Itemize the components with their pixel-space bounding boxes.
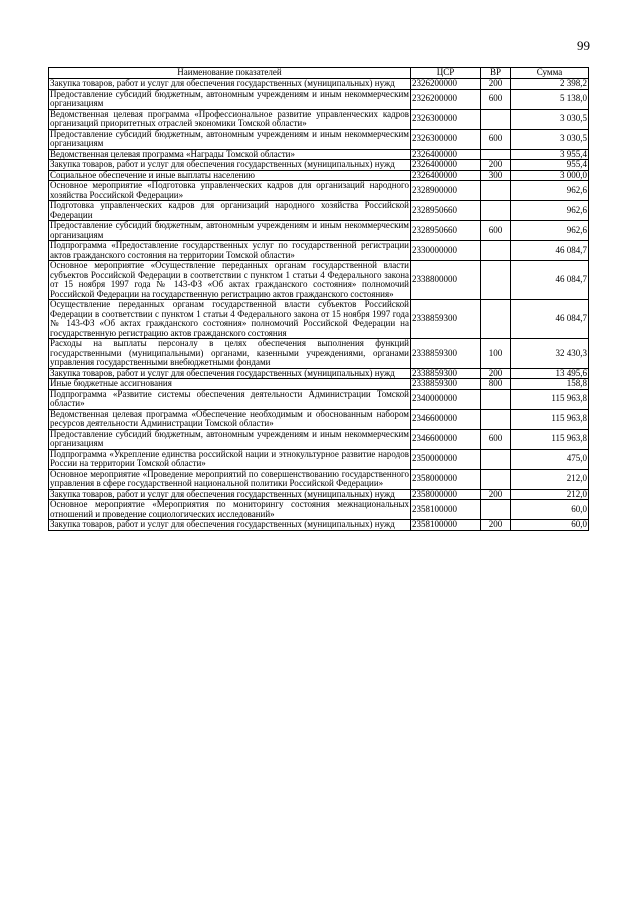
table-body [49,79,589,531]
cell-name: Закупка товаров, работ и услуг для обеспечения государственных (муниципальных) нужд [49,520,411,531]
cell-sum: 115 963,8 [511,429,589,449]
cell-code: 2328900000 [411,181,481,201]
table-row [49,149,589,160]
cell-vr: 200 [481,520,511,531]
cell-sum: 115 963,8 [511,409,589,429]
cell-vr: 200 [481,368,511,379]
cell-name: Основное мероприятие «Мероприятия по мониторингу состояния межнациональных отношений и проведение социологических исследований» [50,499,409,519]
table-row [49,339,589,369]
cell-code: 2326400000 [411,160,481,171]
cell-code: 2326200000 [411,89,481,109]
table-row [49,500,589,520]
cell-code: 2326300000 [411,129,481,149]
cell-vr: 100 [481,339,511,369]
cell-vr: 800 [481,379,511,390]
table-row [49,261,589,300]
cell-vr [481,409,511,429]
cell-vr: 200 [481,489,511,500]
cell-code: 2358000000 [411,489,481,500]
cell-name: Социальное обеспечение и иные выплаты населению [49,170,411,181]
cell-vr: 600 [481,129,511,149]
cell-name: Ведомственная целевая программа «Награды Томской области» [49,149,411,160]
budget-table [48,67,589,531]
table-row [49,129,589,149]
cell-name: Осуществление переданных органам государственной власти субъектов Российской Федерации в соответствии с пунктом 1 статьи 4 Федерального закона от 15 ноября 1997 года № 143-ФЗ «Об актах гражданского состояния» полномочий Российской Федерации на государственную регистрацию актов гражданского состояния [50,299,409,338]
cell-name: Подпрограмма «Развитие системы обеспечения деятельности Администрации Томской области» [50,388,409,408]
table-header-row [49,68,589,79]
cell-code: 2326400000 [411,149,481,160]
cell-sum: 60,0 [511,500,589,520]
cell-vr [481,500,511,520]
cell-sum: 962,6 [511,181,589,201]
cell-code: 2338859300 [411,300,481,339]
table-row [49,89,589,109]
cell-code: 2338859300 [411,379,481,390]
cell-code: 2326200000 [411,79,481,90]
cell-sum: 3 000,0 [511,170,589,181]
cell-sum: 3 030,5 [511,129,589,149]
cell-name: Предоставление субсидий бюджетным, автономным учреждениям и иным некоммерческим организациям [50,128,409,148]
column-header-code: ЦСР [411,68,481,79]
table-row [49,379,589,390]
cell-vr [481,300,511,339]
table-row [49,170,589,181]
cell-vr: 600 [481,429,511,449]
cell-vr [481,181,511,201]
cell-sum: 475,0 [511,449,589,469]
cell-vr [481,109,511,129]
cell-name: Ведомственная целевая программа «Обеспечение необходимым и обоснованным набором ресурсов деятельности Администрации Томской области» [50,408,409,428]
cell-vr [481,149,511,160]
table-row [49,109,589,129]
cell-code: 2338859300 [411,339,481,369]
cell-name: Предоставление субсидий бюджетным, автономным учреждениям и иным некоммерческим организациям [50,428,409,448]
column-header-name: Наименование показателей [49,68,411,79]
cell-vr [481,241,511,261]
cell-name: Подготовка управленческих кадров для организаций народного хозяйства Российской Федерации [50,200,409,220]
cell-vr: 200 [481,79,511,90]
page-number: 99 [577,38,590,53]
table-row [49,429,589,449]
cell-sum: 955,4 [511,160,589,171]
column-header-vr: ВР [481,68,511,79]
cell-code: 2350000000 [411,449,481,469]
table-row [49,160,589,171]
cell-name: Основное мероприятие «Проведение мероприятий по совершенствованию государственного управления в сфере государственной национальной политики Российской Федерации» [50,468,409,488]
cell-sum: 5 138,0 [511,89,589,109]
cell-sum: 962,6 [511,221,589,241]
cell-sum: 115 963,8 [511,389,589,409]
cell-vr [481,449,511,469]
cell-vr [481,201,511,221]
cell-code: 2338859300 [411,368,481,379]
cell-vr [481,469,511,489]
cell-name: Основное мероприятие «Подготовка управленческих кадров для организаций народного хозяйства Российской Федерации» [50,180,409,200]
cell-code: 2346600000 [411,409,481,429]
table-row [49,449,589,469]
cell-vr: 600 [481,221,511,241]
cell-vr: 200 [481,160,511,171]
cell-sum: 158,8 [511,379,589,390]
table-row [49,221,589,241]
cell-code: 2330000000 [411,241,481,261]
cell-code: 2340000000 [411,389,481,409]
cell-sum: 46 084,7 [511,300,589,339]
table-row [49,520,589,531]
table-row [49,181,589,201]
cell-sum: 3 030,5 [511,109,589,129]
column-header-sum: Сумма [511,68,589,79]
cell-name: Ведомственная целевая программа «Профессиональное развитие управленческих кадров организаций приоритетных отраслей экономики Томской области» [50,108,409,128]
cell-code: 2326300000 [411,109,481,129]
cell-name: Закупка товаров, работ и услуг для обеспечения государственных (муниципальных) нужд [49,368,411,379]
cell-sum: 212,0 [511,469,589,489]
cell-sum: 60,0 [511,520,589,531]
table-row [49,300,589,339]
cell-sum: 46 084,7 [511,261,589,300]
cell-name: Расходы на выплаты персоналу в целях обеспечения выполнения функций государственными (муниципальными) органами, казенными учреждениями, органами управления государственными внебюджетными фондами [50,338,409,367]
cell-code: 2358100000 [411,520,481,531]
table-row [49,79,589,90]
cell-sum: 32 430,3 [511,339,589,369]
table-row [49,489,589,500]
cell-vr [481,389,511,409]
cell-sum: 212,0 [511,489,589,500]
cell-sum: 46 084,7 [511,241,589,261]
table-row [49,201,589,221]
cell-vr [481,261,511,300]
cell-vr: 600 [481,89,511,109]
cell-code: 2338800000 [411,261,481,300]
cell-name: Предоставление субсидий бюджетным, автономным учреждениям и иным некоммерческим организациям [50,220,409,240]
table-row [49,469,589,489]
cell-code: 2358100000 [411,500,481,520]
cell-name: Подпрограмма «Предоставление государственных услуг по государственной регистрации актов гражданского состояния на территории Томской области» [50,240,409,260]
table-row [49,389,589,409]
cell-code: 2358000000 [411,469,481,489]
cell-sum: 2 398,2 [511,79,589,90]
cell-name: Закупка товаров, работ и услуг для обеспечения государственных (муниципальных) нужд [49,489,411,500]
cell-name: Подпрограмма «Укрепление единства российской нации и этнокультурное развитие народов России на территории Томской области» [50,448,409,468]
cell-vr: 300 [481,170,511,181]
cell-sum: 13 495,6 [511,368,589,379]
cell-name: Закупка товаров, работ и услуг для обеспечения государственных (муниципальных) нужд [49,160,411,171]
table-row [49,409,589,429]
cell-sum: 3 955,4 [511,149,589,160]
cell-code: 2328950660 [411,201,481,221]
cell-code: 2326400000 [411,170,481,181]
cell-name: Основное мероприятие «Осуществление переданных органам государственной власти субъектов Российской Федерации в соответствии с пунктом 1 статьи 4 Федерального закона от 15 ноября 1997 года № 143-ФЗ «Об актах гражданского состояния» полномочий Российской Федерации на государственную регистрацию актов гражданского состояния» [50,260,409,299]
cell-name: Закупка товаров, работ и услуг для обеспечения государственных (муниципальных) нужд [49,79,411,90]
table-row [49,368,589,379]
cell-sum: 962,6 [511,201,589,221]
cell-name: Иные бюджетные ассигнования [49,379,411,390]
table-row [49,241,589,261]
cell-code: 2328950660 [411,221,481,241]
cell-name: Предоставление субсидий бюджетным, автономным учреждениям и иным некоммерческим организациям [50,88,409,108]
cell-code: 2346600000 [411,429,481,449]
